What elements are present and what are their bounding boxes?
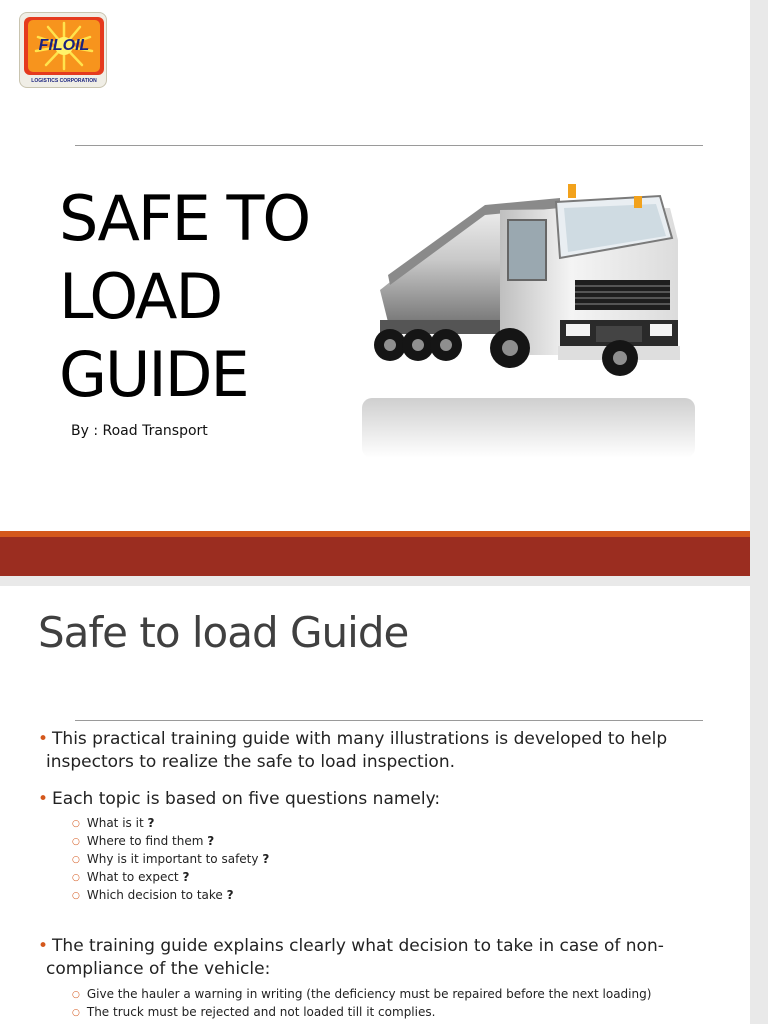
- question-text: What is it: [86, 816, 144, 830]
- bullet-item-1: [38, 728, 688, 774]
- bullet-dot-icon: •: [38, 729, 49, 749]
- divider-line: [75, 720, 703, 721]
- slide-title-line-3: GUIDE: [59, 338, 248, 411]
- question-text: Where to find them: [86, 834, 204, 848]
- decision-item: [72, 985, 651, 1005]
- byline: By : Road Transport: [71, 423, 208, 439]
- logo-subtitle-text: LOGISTICS CORPORATION: [31, 78, 97, 84]
- decision-item: [72, 1003, 435, 1023]
- ring-bullet-icon: ○: [72, 891, 80, 901]
- question-mark: ?: [262, 852, 270, 866]
- question-item: [72, 814, 154, 834]
- bullet-text: Each topic is based on five questions namely:: [52, 789, 441, 809]
- bullet-text-continued: compliance of the vehicle:: [46, 959, 271, 979]
- question-item: [72, 868, 189, 888]
- ring-bullet-icon: ○: [72, 855, 80, 865]
- slide-title-line-1: SAFE TO: [59, 182, 310, 255]
- footer-band: [0, 537, 750, 576]
- question-mark: ?: [207, 834, 215, 848]
- ring-bullet-icon: ○: [72, 837, 80, 847]
- decision-text: The truck must be rejected and not loaded till it complies.: [86, 1005, 436, 1019]
- bullet-item-2: [38, 788, 688, 811]
- bullet-dot-icon: •: [38, 936, 49, 956]
- slide-title: Safe to load Guide: [38, 608, 409, 657]
- ring-bullet-icon: ○: [72, 1008, 80, 1018]
- bullet-text-continued: inspectors to realize the safe to load inspection.: [46, 752, 456, 772]
- question-text: Which decision to take: [86, 888, 223, 902]
- logo-brand-text: FILOIL: [38, 37, 90, 54]
- ring-bullet-icon: ○: [72, 990, 80, 1000]
- bullet-text: The training guide explains clearly what decision to take in case of non-: [52, 936, 664, 956]
- ring-bullet-icon: ○: [72, 819, 80, 829]
- bullet-text: This practical training guide with many illustrations is developed to help: [52, 729, 668, 749]
- content-slide: [0, 586, 750, 1024]
- question-text: Why is it important to safety: [86, 852, 259, 866]
- question-item: [72, 850, 269, 870]
- question-mark: ?: [182, 870, 190, 884]
- question-mark: ?: [226, 888, 234, 902]
- decision-text: Give the hauler a warning in writing (the deficiency must be repaired before the next loading): [86, 987, 652, 1001]
- bullet-dot-icon: •: [38, 789, 49, 809]
- bullet-item-3: [38, 935, 688, 981]
- question-mark: ?: [147, 816, 155, 830]
- tanker-truck-image: [360, 180, 700, 460]
- divider-line: [75, 145, 703, 146]
- filoil-logo: [19, 12, 107, 88]
- question-item: [72, 886, 234, 906]
- ring-bullet-icon: ○: [72, 873, 80, 883]
- slide-title-line-2: LOAD: [59, 260, 222, 333]
- question-item: [72, 832, 214, 852]
- question-text: What to expect: [86, 870, 179, 884]
